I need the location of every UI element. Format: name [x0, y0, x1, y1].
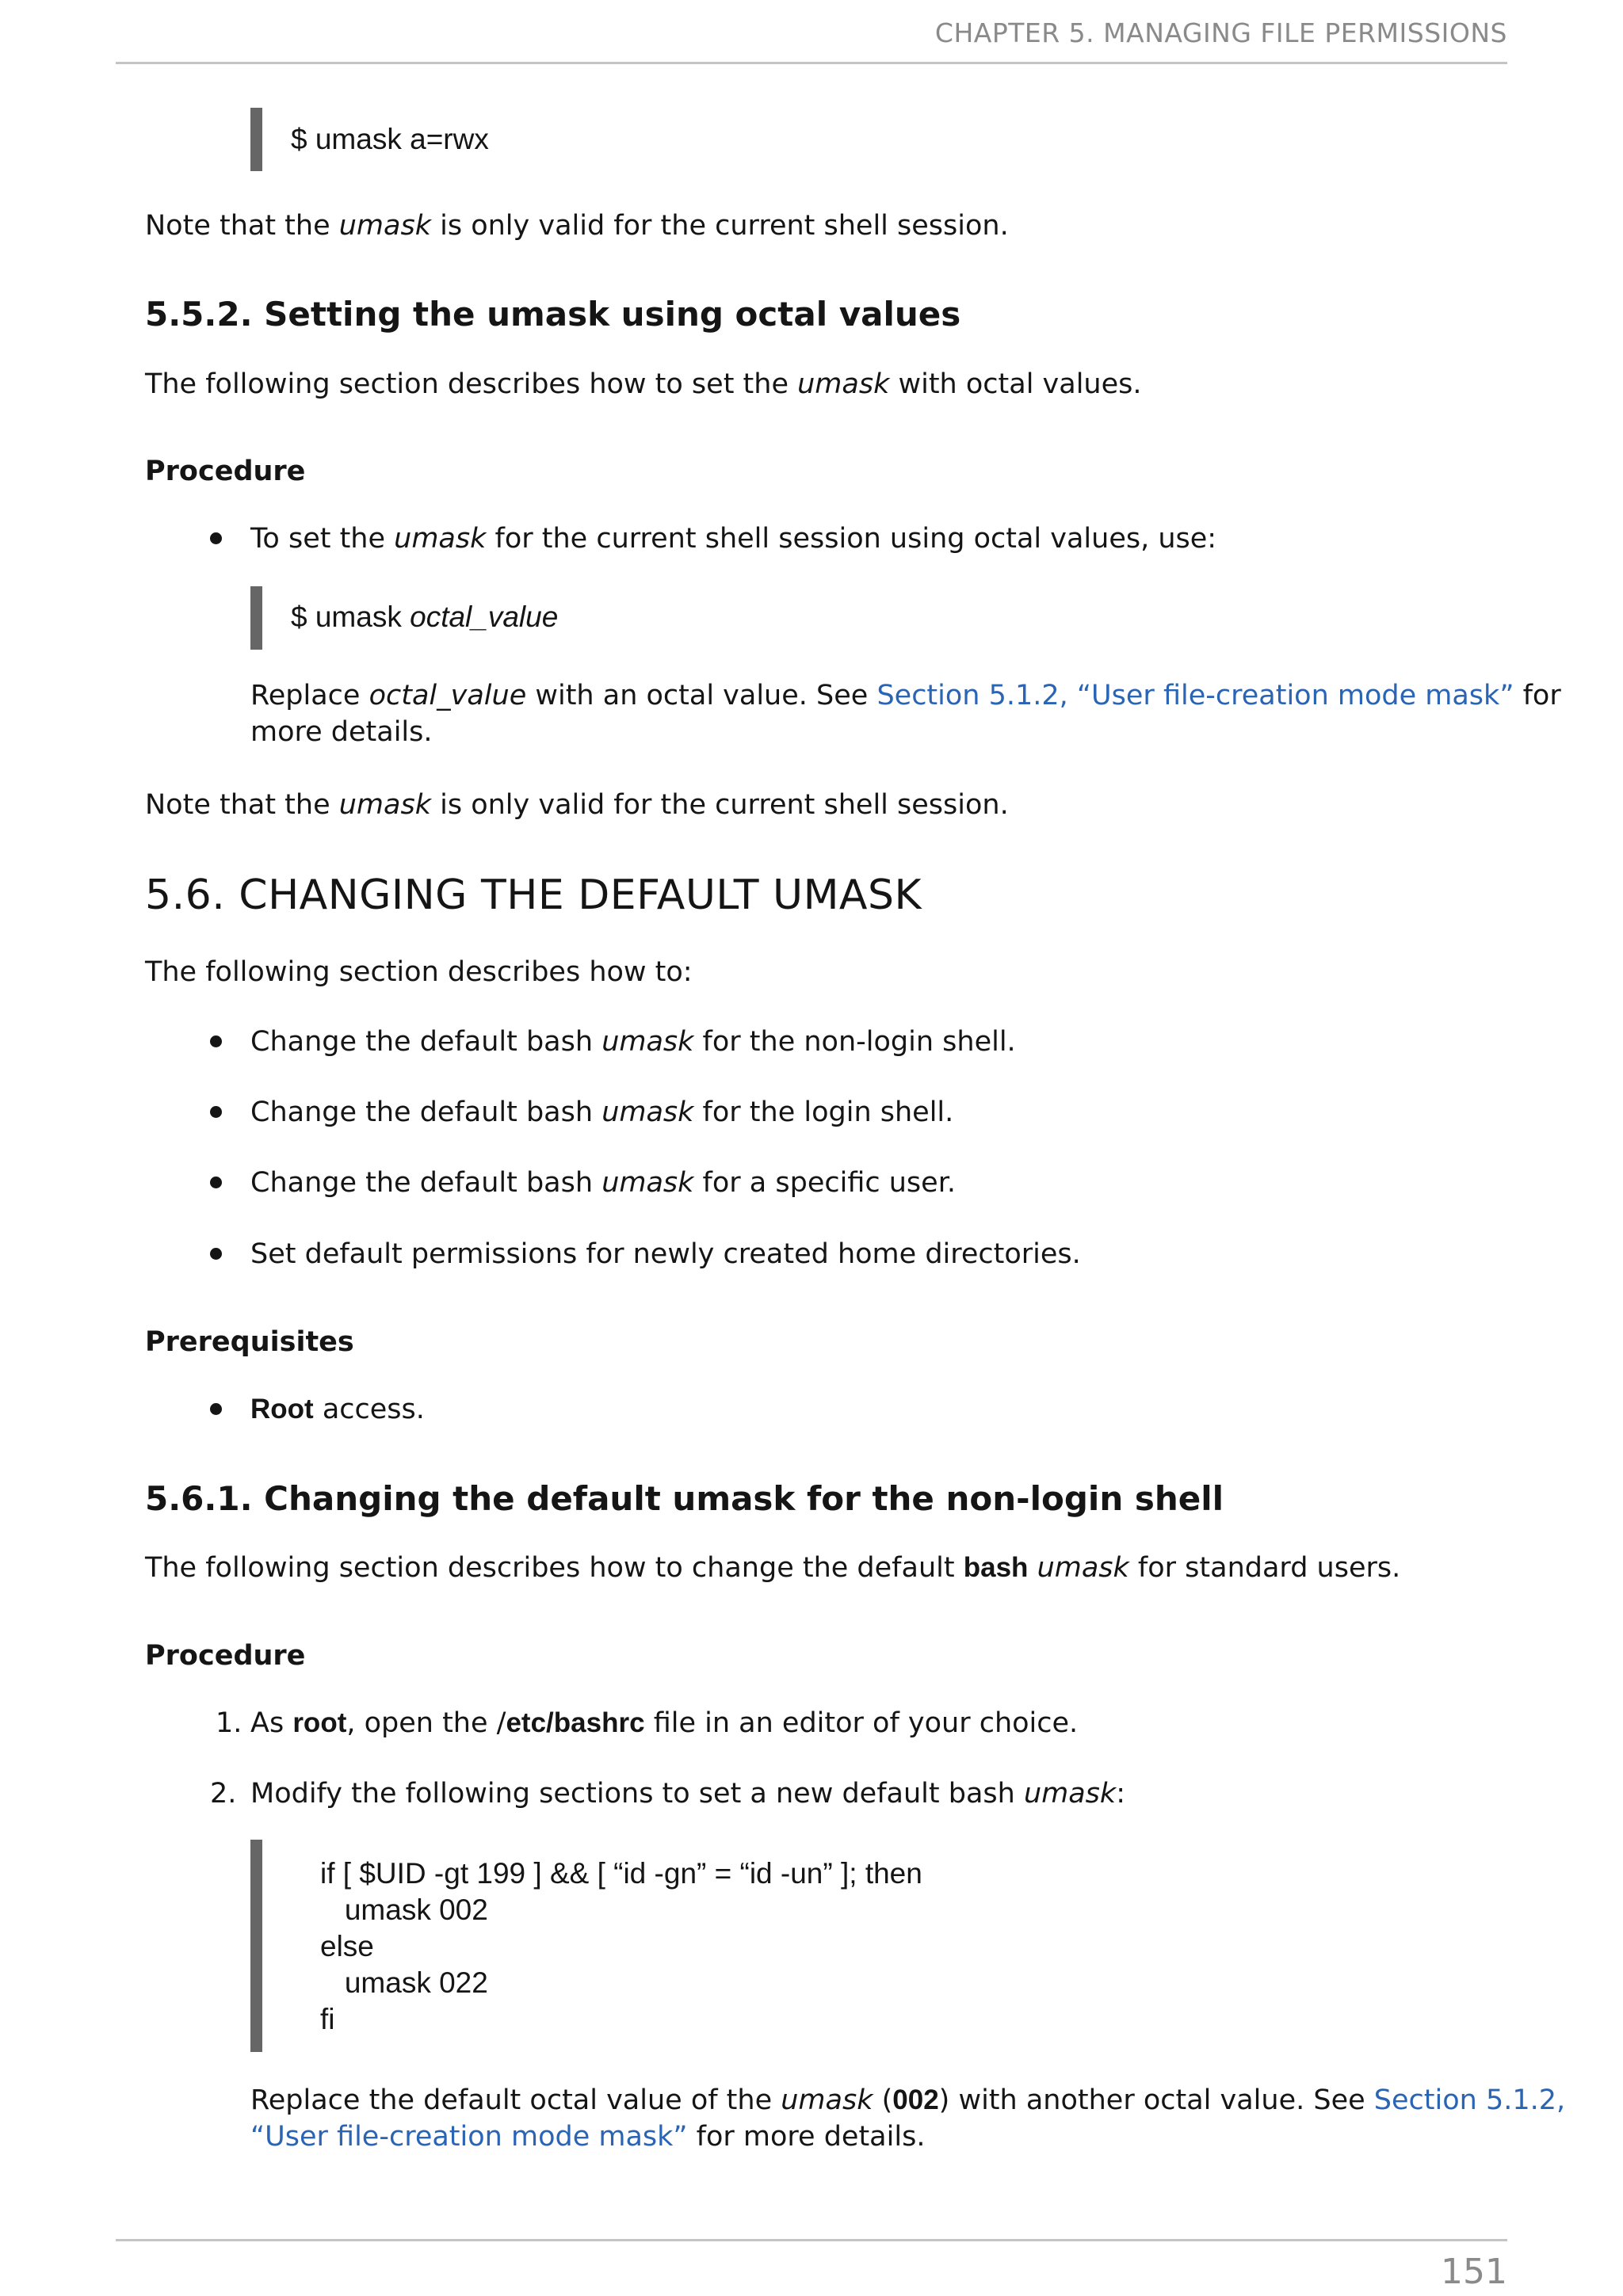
- text: The following section describes how to change the default: [145, 1552, 964, 1584]
- text: file in an editor of your choice.: [644, 1707, 1079, 1739]
- emphasis: umask: [797, 368, 890, 400]
- text: Modify the following sections to set a new default bash: [250, 1778, 1024, 1810]
- text: /: [496, 1707, 506, 1739]
- emphasis: umask: [338, 210, 431, 242]
- emphasis: umask: [601, 1167, 694, 1199]
- text: Change the default bash: [250, 1167, 602, 1199]
- code-line: fi: [320, 2003, 335, 2035]
- bullet: [210, 532, 222, 544]
- text: Replace: [250, 680, 369, 711]
- bold-text: 002: [892, 2084, 939, 2115]
- bullet: [210, 1106, 222, 1118]
- replace-paragraph-line2: more details.: [250, 716, 433, 748]
- text: ) with another octal value. See: [938, 2084, 1374, 2116]
- prerequisites-label: Prerequisites: [145, 1326, 354, 1358]
- code-line: else: [320, 1930, 374, 1962]
- intro-paragraph: [145, 1550, 1400, 1586]
- text: Change the default bash: [250, 1026, 602, 1058]
- path-segment: bashrc: [553, 1707, 645, 1738]
- emphasis: umask: [1037, 1552, 1129, 1584]
- bullet: [210, 1177, 222, 1188]
- text: Set default permissions for newly created home directories.: [250, 1238, 1081, 1270]
- note-paragraph: [145, 787, 1009, 823]
- section-heading-5-6: 5.6. CHANGING THE DEFAULT UMASK: [145, 871, 922, 919]
- text: Note that the: [145, 789, 339, 821]
- intro-paragraph: The following section describes how to:: [145, 956, 693, 988]
- text: with octal values.: [889, 368, 1142, 400]
- emphasis: umask: [1023, 1778, 1117, 1810]
- text: The following section describes how to set the: [145, 368, 798, 400]
- procedure-label: Procedure: [145, 456, 306, 487]
- text: As: [250, 1707, 293, 1739]
- emphasis: umask: [394, 523, 487, 555]
- intro-paragraph: [145, 366, 1142, 402]
- text: is only valid for the current shell session.: [430, 210, 1009, 242]
- text: , open the: [346, 1707, 497, 1739]
- procedure-label: Procedure: [145, 1640, 306, 1672]
- emphasis: umask: [601, 1097, 694, 1128]
- list-item: [250, 1236, 1081, 1272]
- text: for a specific user.: [693, 1167, 956, 1199]
- list-item: [250, 1094, 953, 1131]
- prereq-item: [250, 1391, 425, 1428]
- emphasis: umask: [338, 789, 431, 821]
- bold-text: bash: [963, 1552, 1029, 1583]
- replace-paragraph-line2: [250, 2119, 925, 2155]
- code-line: if [ $UID -gt 199 ] && [ “id -gn” = “id -un” ]; then: [320, 1857, 922, 1890]
- text: To set the: [250, 523, 395, 555]
- step-number: 1.: [216, 1707, 242, 1739]
- text: for the current shell session using octal values, use:: [486, 523, 1217, 555]
- section-heading-5-6-1: 5.6.1. Changing the default umask for the non-login shell: [145, 1479, 1224, 1518]
- path-separator: /: [546, 1707, 554, 1738]
- bullet: [210, 1248, 222, 1260]
- code-block-octal: [250, 586, 558, 650]
- text: for the non-login shell.: [693, 1026, 1016, 1058]
- step-number: 2.: [210, 1778, 237, 1810]
- emphasis: umask: [781, 2084, 873, 2116]
- header-rule: [116, 62, 1507, 64]
- code-block-bashrc: [250, 1840, 922, 2052]
- text: (: [873, 2084, 893, 2116]
- code-line: umask 002: [320, 1894, 488, 1926]
- replace-paragraph: [250, 677, 1561, 714]
- note-paragraph: [145, 208, 1009, 244]
- section-link-continued[interactable]: “User file-creation mode mask”: [250, 2121, 688, 2153]
- running-header: CHAPTER 5. MANAGING FILE PERMISSIONS: [934, 17, 1507, 48]
- replace-paragraph: [250, 2082, 1565, 2119]
- text: is only valid for the current shell session.: [430, 789, 1009, 821]
- text: access.: [313, 1394, 425, 1425]
- code-argument: octal_value: [410, 601, 559, 633]
- text: for standard users.: [1128, 1552, 1401, 1584]
- text: with an octal value. See: [526, 680, 877, 711]
- section-link[interactable]: Section 5.1.2, “User file-creation mode mask”: [876, 680, 1514, 711]
- code-block-umask-rwx: [250, 108, 489, 171]
- path-segment: etc: [506, 1707, 547, 1738]
- text: :: [1116, 1778, 1125, 1810]
- emphasis: umask: [601, 1026, 694, 1058]
- bold-text: root: [292, 1707, 347, 1738]
- text: for: [1514, 680, 1561, 711]
- bullet-text: [250, 521, 1216, 557]
- code-command: $ umask: [291, 601, 411, 633]
- page-number: 151: [1441, 2252, 1507, 2292]
- code-line: $ umask a=rwx: [291, 123, 489, 155]
- list-item: [250, 1024, 1016, 1060]
- emphasis: octal_value: [369, 680, 527, 711]
- section-heading-5-5-2: 5.5.2. Setting the umask using octal values: [145, 295, 961, 334]
- list-item: [250, 1165, 956, 1201]
- bold-text: Root: [250, 1394, 314, 1425]
- step-text: [250, 1775, 1125, 1812]
- code-line: umask 022: [320, 1966, 488, 1999]
- text: Change the default bash: [250, 1097, 602, 1128]
- bullet: [210, 1035, 222, 1047]
- text: Replace the default octal value of the: [250, 2084, 781, 2116]
- code-line: [291, 599, 558, 635]
- section-link[interactable]: Section 5.1.2,: [1373, 2084, 1566, 2116]
- footer-rule: [116, 2239, 1507, 2241]
- text: Note that the: [145, 210, 339, 242]
- text: for more details.: [687, 2121, 926, 2153]
- bullet: [210, 1403, 222, 1415]
- step-text: [250, 1705, 1078, 1741]
- text: for the login shell.: [693, 1097, 954, 1128]
